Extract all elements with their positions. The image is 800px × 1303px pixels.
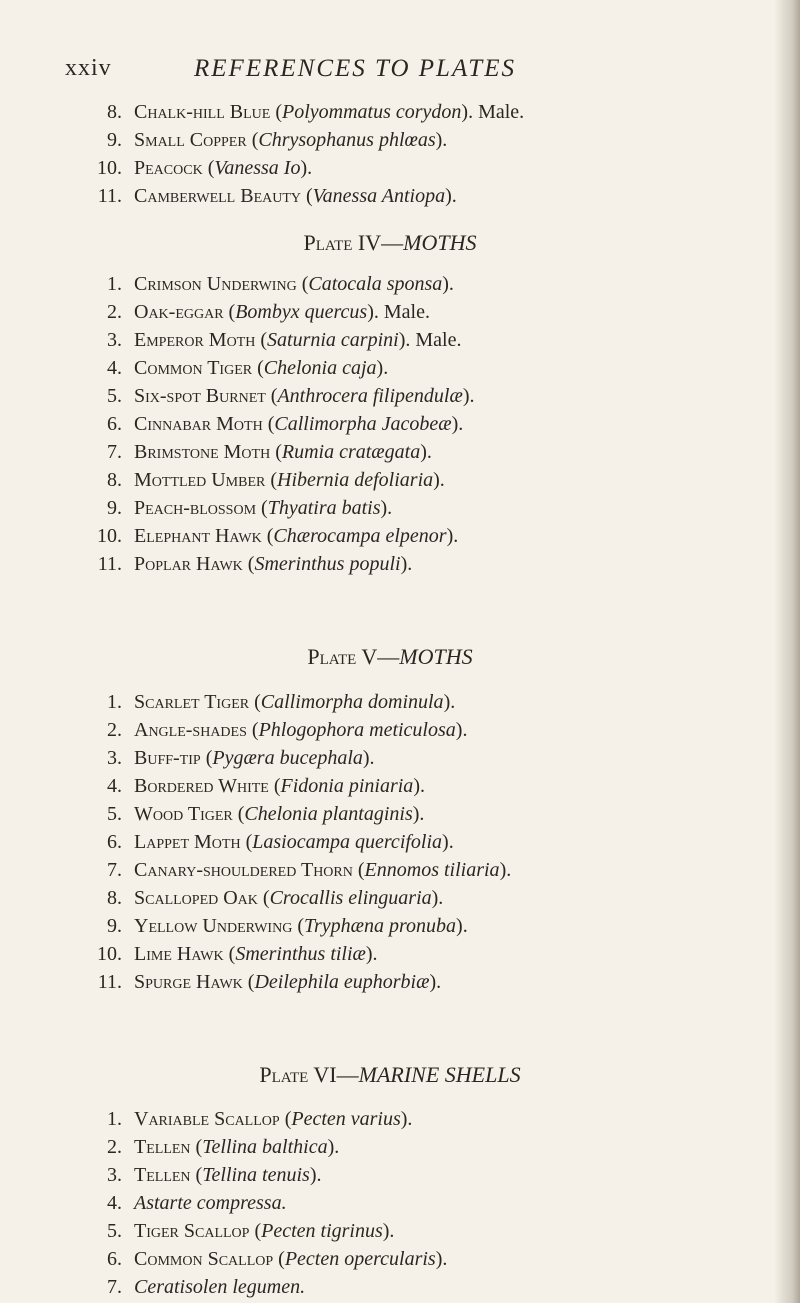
item-number: 11.	[97, 185, 122, 207]
list-item: 11. Camberwell Beauty (Vanessa Antiopa).	[90, 182, 690, 210]
list-item: 3. Tellen (Tellina tenuis).	[90, 1161, 690, 1189]
common-name: Small Copper	[134, 129, 247, 151]
plate-v-list	[90, 688, 690, 996]
item-number: 2.	[107, 719, 122, 741]
list-item: 11. Poplar Hawk (Smerinthus populi).	[90, 550, 690, 578]
item-number: 1.	[107, 1108, 122, 1130]
latin-name: Chelonia plantaginis	[244, 803, 413, 825]
item-number: 2.	[107, 301, 122, 323]
item-number: 4.	[107, 357, 122, 379]
list-item: 10. Lime Hawk (Smerinthus tiliæ).	[90, 940, 690, 968]
continuation-list	[90, 98, 690, 210]
item-number: 3.	[107, 747, 122, 769]
latin-name: Tryphæna pronuba	[303, 915, 457, 937]
list-item: 8. Scalloped Oak (Crocallis elinguaria).	[90, 884, 690, 912]
latin-name: Rumia cratægata	[281, 441, 421, 463]
item-number: 9.	[107, 129, 122, 151]
item-number: 7.	[107, 859, 122, 881]
plate-vi-subject: MARINE SHELLS	[358, 1062, 521, 1087]
item-number: 5.	[107, 1220, 122, 1242]
list-item: 10. Elephant Hawk (Chærocampa elpenor).	[90, 522, 690, 550]
running-title: REFERENCES TO PLATES	[194, 55, 516, 82]
latin-name: Callimorpha Jacobeæ	[274, 413, 452, 435]
item-number: 2.	[107, 1136, 122, 1158]
latin-name: Saturnia carpini	[267, 329, 399, 351]
sex-note: Male.	[473, 101, 525, 123]
latin-name: Chærocampa elpenor	[273, 525, 447, 547]
latin-name: Callimorpha dominula	[260, 691, 444, 713]
latin-name: Vanessa Io	[214, 157, 301, 179]
list-item: 3. Buff-tip (Pygæra bucephala).	[90, 744, 690, 772]
plate-v-label: Plate V	[307, 644, 378, 669]
item-number: 7.	[107, 1276, 122, 1298]
common-name: Variable Scallop	[134, 1108, 280, 1130]
common-name: Brimstone Moth	[134, 441, 271, 463]
item-number: 1.	[107, 691, 122, 713]
list-item	[90, 1273, 690, 1301]
list-item: 2. Oak-eggar (Bombyx quercus). Male.	[90, 298, 690, 326]
latin-name: Polyommatus corydon	[281, 101, 462, 123]
list-item: 8. Chalk-hill Blue (Polyommatus corydon). Male.	[90, 98, 690, 126]
latin-name: Hibernia defoliaria	[277, 469, 434, 491]
common-name: Scarlet Tiger	[134, 691, 250, 713]
list-item: 1. Scarlet Tiger (Callimorpha dominula).	[90, 688, 690, 716]
item-number: 6.	[107, 1248, 122, 1270]
common-name: Common Tiger	[134, 357, 253, 379]
common-name: Bordered White	[134, 775, 269, 797]
item-number: 3.	[107, 1164, 122, 1186]
latin-name: Astarte compressa.	[134, 1192, 287, 1214]
list-item: 7. Brimstone Moth (Rumia cratægata).	[90, 438, 690, 466]
plate-iv-list	[90, 270, 690, 578]
latin-name: Catocala sponsa	[308, 273, 443, 295]
list-item: 5. Wood Tiger (Chelonia plantaginis).	[90, 800, 690, 828]
plate-iv-dash: —	[381, 230, 404, 255]
item-number: 8.	[107, 101, 122, 123]
list-item: 9. Peach-blossom (Thyatira batis).	[90, 494, 690, 522]
page-header	[65, 55, 645, 91]
list-item: 6. Cinnabar Moth (Callimorpha Jacobeæ).	[90, 410, 690, 438]
latin-name: Tellina tenuis	[202, 1164, 310, 1186]
common-name: Spurge Hawk	[134, 971, 243, 993]
item-number: 6.	[107, 831, 122, 853]
list-item: 9. Yellow Underwing (Tryphæna pronuba).	[90, 912, 690, 940]
item-number: 5.	[107, 385, 122, 407]
list-item: 3. Emperor Moth (Saturnia carpini). Male.	[90, 326, 690, 354]
common-name: Buff-tip	[134, 747, 201, 769]
latin-name: Tellina balthica	[202, 1136, 328, 1158]
common-name: Lappet Moth	[134, 831, 241, 853]
common-name: Wood Tiger	[134, 803, 233, 825]
list-item	[90, 1189, 690, 1217]
list-item: 1. Crimson Underwing (Catocala sponsa).	[90, 270, 690, 298]
latin-name: Crocallis elinguaria	[269, 887, 432, 909]
common-name: Canary-shouldered Thorn	[134, 859, 353, 881]
latin-name: Lasiocampa quercifolia	[252, 831, 443, 853]
plate-v-dash: —	[377, 644, 400, 669]
item-number: 1.	[107, 273, 122, 295]
item-number: 6.	[107, 413, 122, 435]
common-name: Chalk-hill Blue	[134, 101, 271, 123]
item-number: 3.	[107, 329, 122, 351]
common-name: Mottled Umber	[134, 469, 266, 491]
list-item: 6. Common Scallop (Pecten opercularis).	[90, 1245, 690, 1273]
item-number: 9.	[107, 497, 122, 519]
item-number: 11.	[97, 971, 122, 993]
item-number: 5.	[107, 803, 122, 825]
plate-iv-label: Plate IV	[303, 230, 382, 255]
item-number: 9.	[107, 915, 122, 937]
latin-name: Pygæra bucephala	[212, 747, 363, 769]
common-name: Common Scallop	[134, 1248, 274, 1270]
item-number: 10.	[97, 525, 122, 547]
common-name: Angle-shades	[134, 719, 247, 741]
list-item: 5. Six-spot Burnet (Anthrocera filipendulæ).	[90, 382, 690, 410]
latin-name: Ennomos tiliaria	[364, 859, 500, 881]
common-name: Six-spot Burnet	[134, 385, 266, 407]
latin-name: Pecten opercularis	[284, 1248, 436, 1270]
common-name: Peach-blossom	[134, 497, 257, 519]
item-number: 4.	[107, 1192, 122, 1214]
latin-name: Thyatira batis	[267, 497, 381, 519]
common-name: Oak-eggar	[134, 301, 224, 323]
list-item: 2. Angle-shades (Phlogophora meticulosa).	[90, 716, 690, 744]
latin-name: Bombyx quercus	[235, 301, 368, 323]
latin-name: Ceratisolen legumen.	[134, 1276, 306, 1298]
common-name: Emperor Moth	[134, 329, 256, 351]
latin-name: Chelonia caja	[263, 357, 377, 379]
common-name: Scalloped Oak	[134, 887, 258, 909]
common-name: Lime Hawk	[134, 943, 224, 965]
latin-name: Pecten tigrinus	[261, 1220, 383, 1242]
item-number: 8.	[107, 469, 122, 491]
plate-vi-dash: —	[336, 1062, 359, 1087]
list-item: 10. Peacock (Vanessa Io).	[90, 154, 690, 182]
list-item: 11. Spurge Hawk (Deilephila euphorbiæ).	[90, 968, 690, 996]
common-name: Camberwell Beauty	[134, 185, 301, 207]
plate-vi-list	[90, 1105, 690, 1301]
plate-iv-heading	[90, 228, 690, 258]
list-item: 8. Mottled Umber (Hibernia defoliaria).	[90, 466, 690, 494]
sex-note: Male.	[410, 329, 462, 351]
item-number: 4.	[107, 775, 122, 797]
latin-name: Anthrocera filipendulæ	[277, 385, 463, 407]
latin-name: Pecten varius	[291, 1108, 401, 1130]
common-name: Crimson Underwing	[134, 273, 297, 295]
latin-name: Vanessa Antiopa	[312, 185, 446, 207]
common-name: Yellow Underwing	[134, 915, 293, 937]
item-number: 10.	[97, 943, 122, 965]
item-number: 10.	[97, 157, 122, 179]
latin-name: Smerinthus populi	[254, 553, 401, 575]
list-item: 9. Small Copper (Chrysophanus phlœas).	[90, 126, 690, 154]
page-edge-shadow	[774, 0, 800, 1303]
page-number: xxiv	[65, 55, 112, 81]
common-name: Tellen	[134, 1136, 191, 1158]
common-name: Peacock	[134, 157, 203, 179]
latin-name: Chrysophanus phlœas	[258, 129, 436, 151]
list-item: 5. Tiger Scallop (Pecten tigrinus).	[90, 1217, 690, 1245]
plate-v-subject: MOTHS	[399, 644, 473, 669]
common-name: Cinnabar Moth	[134, 413, 263, 435]
latin-name: Deilephila euphorbiæ	[254, 971, 430, 993]
plate-v-heading	[90, 642, 690, 672]
latin-name: Phlogophora meticulosa	[258, 719, 456, 741]
item-number: 11.	[97, 553, 122, 575]
common-name: Poplar Hawk	[134, 553, 243, 575]
plate-vi-label: Plate VI	[259, 1062, 337, 1087]
list-item: 7. Canary-shouldered Thorn (Ennomos tiliaria).	[90, 856, 690, 884]
list-item: 1. Variable Scallop (Pecten varius).	[90, 1105, 690, 1133]
list-item: 4. Bordered White (Fidonia piniaria).	[90, 772, 690, 800]
list-item: 6. Lappet Moth (Lasiocampa quercifolia).	[90, 828, 690, 856]
common-name: Tiger Scallop	[134, 1220, 250, 1242]
sex-note: Male.	[378, 301, 430, 323]
list-item: 4. Common Tiger (Chelonia caja).	[90, 354, 690, 382]
list-item: 2. Tellen (Tellina balthica).	[90, 1133, 690, 1161]
item-number: 8.	[107, 887, 122, 909]
common-name: Elephant Hawk	[134, 525, 262, 547]
latin-name: Smerinthus tiliæ	[235, 943, 366, 965]
item-number: 7.	[107, 441, 122, 463]
common-name: Tellen	[134, 1164, 191, 1186]
plate-vi-heading	[90, 1060, 690, 1090]
latin-name: Fidonia piniaria	[280, 775, 414, 797]
plate-iv-subject: MOTHS	[403, 230, 477, 255]
